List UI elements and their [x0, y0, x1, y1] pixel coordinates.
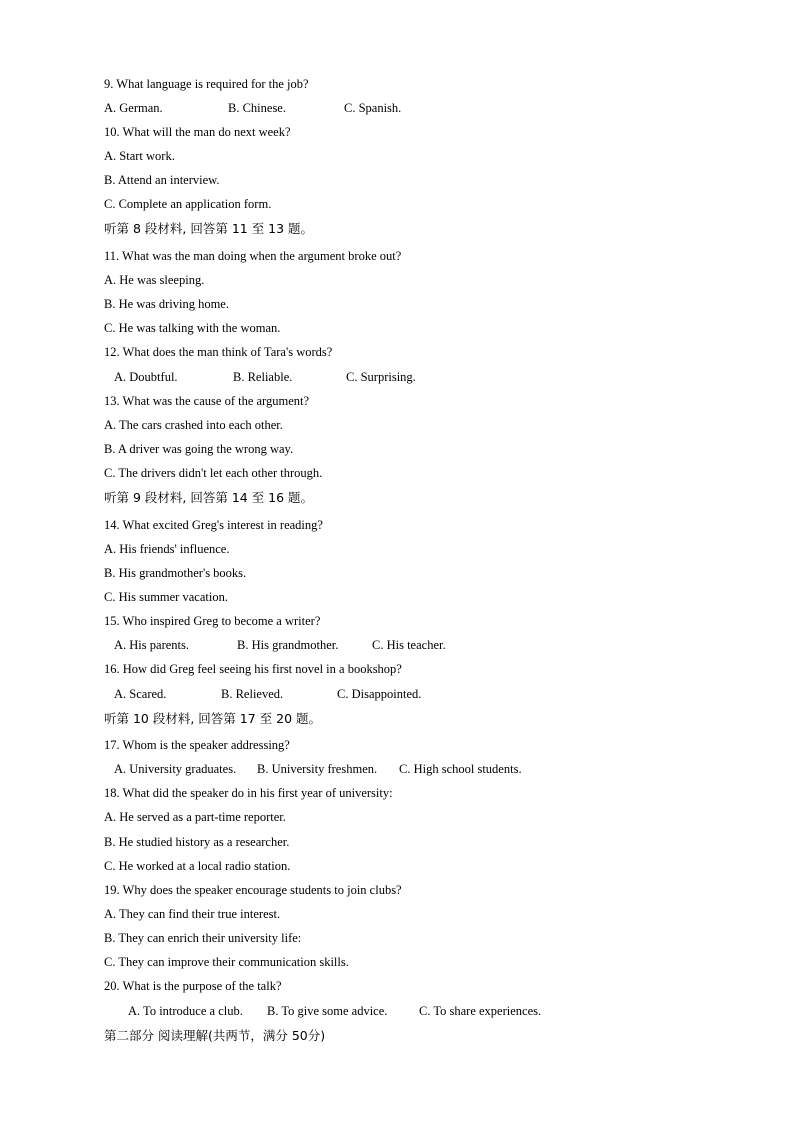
q16-option-c: C. Disappointed.	[337, 687, 422, 701]
section-10-heading: 听第 10 段材料, 回答第 17 至 20 题。	[104, 711, 322, 726]
q9-option-b: B. Chinese.	[228, 101, 286, 115]
q10-option-a: A. Start work.	[104, 149, 175, 163]
question-17: 17. Whom is the speaker addressing?	[104, 738, 290, 752]
q16-option-a: A. Scared.	[114, 687, 167, 701]
q10-option-c: C. Complete an application form.	[104, 197, 272, 211]
q18-option-b: B. He studied history as a researcher.	[104, 835, 290, 849]
q14-option-c: C. His summer vacation.	[104, 590, 228, 604]
q12-option-a: A. Doubtful.	[114, 370, 178, 384]
question-15: 15. Who inspired Greg to become a writer?	[104, 614, 321, 628]
q12-option-c: C. Surprising.	[346, 370, 416, 384]
question-20: 20. What is the purpose of the talk?	[104, 979, 282, 993]
question-11: 11. What was the man doing when the argument broke out?	[104, 249, 402, 263]
q19-option-c: C. They can improve their communication skills.	[104, 955, 349, 969]
q14-option-b: B. His grandmother's books.	[104, 566, 247, 580]
section-8-heading: 听第 8 段材料, 回答第 11 至 13 题。	[104, 221, 314, 236]
q9-option-a: A. German.	[104, 101, 163, 115]
q14-option-a: A. His friends' influence.	[104, 542, 230, 556]
question-10: 10. What will the man do next week?	[104, 125, 291, 139]
q18-option-a: A. He served as a part-time reporter.	[104, 810, 286, 824]
question-18: 18. What did the speaker do in his first year of university:	[104, 786, 393, 800]
q20-option-a: A. To introduce a club.	[128, 1004, 243, 1018]
q20-option-c: C. To share experiences.	[419, 1004, 542, 1018]
question-16: 16. How did Greg feel seeing his first novel in a bookshop?	[104, 662, 402, 676]
q13-option-a: A. The cars crashed into each other.	[104, 418, 283, 432]
question-12: 12. What does the man think of Tara's words?	[104, 345, 333, 359]
q9-option-c: C. Spanish.	[344, 101, 402, 115]
q12-option-b: B. Reliable.	[233, 370, 293, 384]
question-9: 9. What language is required for the job?	[104, 77, 309, 91]
q15-option-b: B. His grandmother.	[237, 638, 339, 652]
q15-option-a: A. His parents.	[114, 638, 189, 652]
part-2-heading: 第二部分 阅读理解(共两节，满分 50分)	[104, 1028, 326, 1043]
q17-option-b: B. University freshmen.	[257, 762, 378, 776]
q19-option-a: A. They can find their true interest.	[104, 907, 281, 921]
question-19: 19. Why does the speaker encourage students to join clubs?	[104, 883, 402, 897]
question-13: 13. What was the cause of the argument?	[104, 394, 310, 408]
question-14: 14. What excited Greg's interest in reading?	[104, 518, 323, 532]
q17-option-c: C. High school students.	[399, 762, 522, 776]
q11-option-b: B. He was driving home.	[104, 297, 229, 311]
q13-option-b: B. A driver was going the wrong way.	[104, 442, 294, 456]
q20-option-b: B. To give some advice.	[267, 1004, 388, 1018]
q10-option-b: B. Attend an interview.	[104, 173, 220, 187]
section-9-heading: 听第 9 段材料, 回答第 14 至 16 题。	[104, 490, 314, 505]
q15-option-c: C. His teacher.	[372, 638, 446, 652]
q16-option-b: B. Relieved.	[221, 687, 284, 701]
q13-option-c: C. The drivers didn't let each other through.	[104, 466, 323, 480]
q18-option-c: C. He worked at a local radio station.	[104, 859, 291, 873]
q11-option-a: A. He was sleeping.	[104, 273, 205, 287]
q19-option-b: B. They can enrich their university life:	[104, 931, 302, 945]
q11-option-c: C. He was talking with the woman.	[104, 321, 281, 335]
q17-option-a: A. University graduates.	[114, 762, 237, 776]
